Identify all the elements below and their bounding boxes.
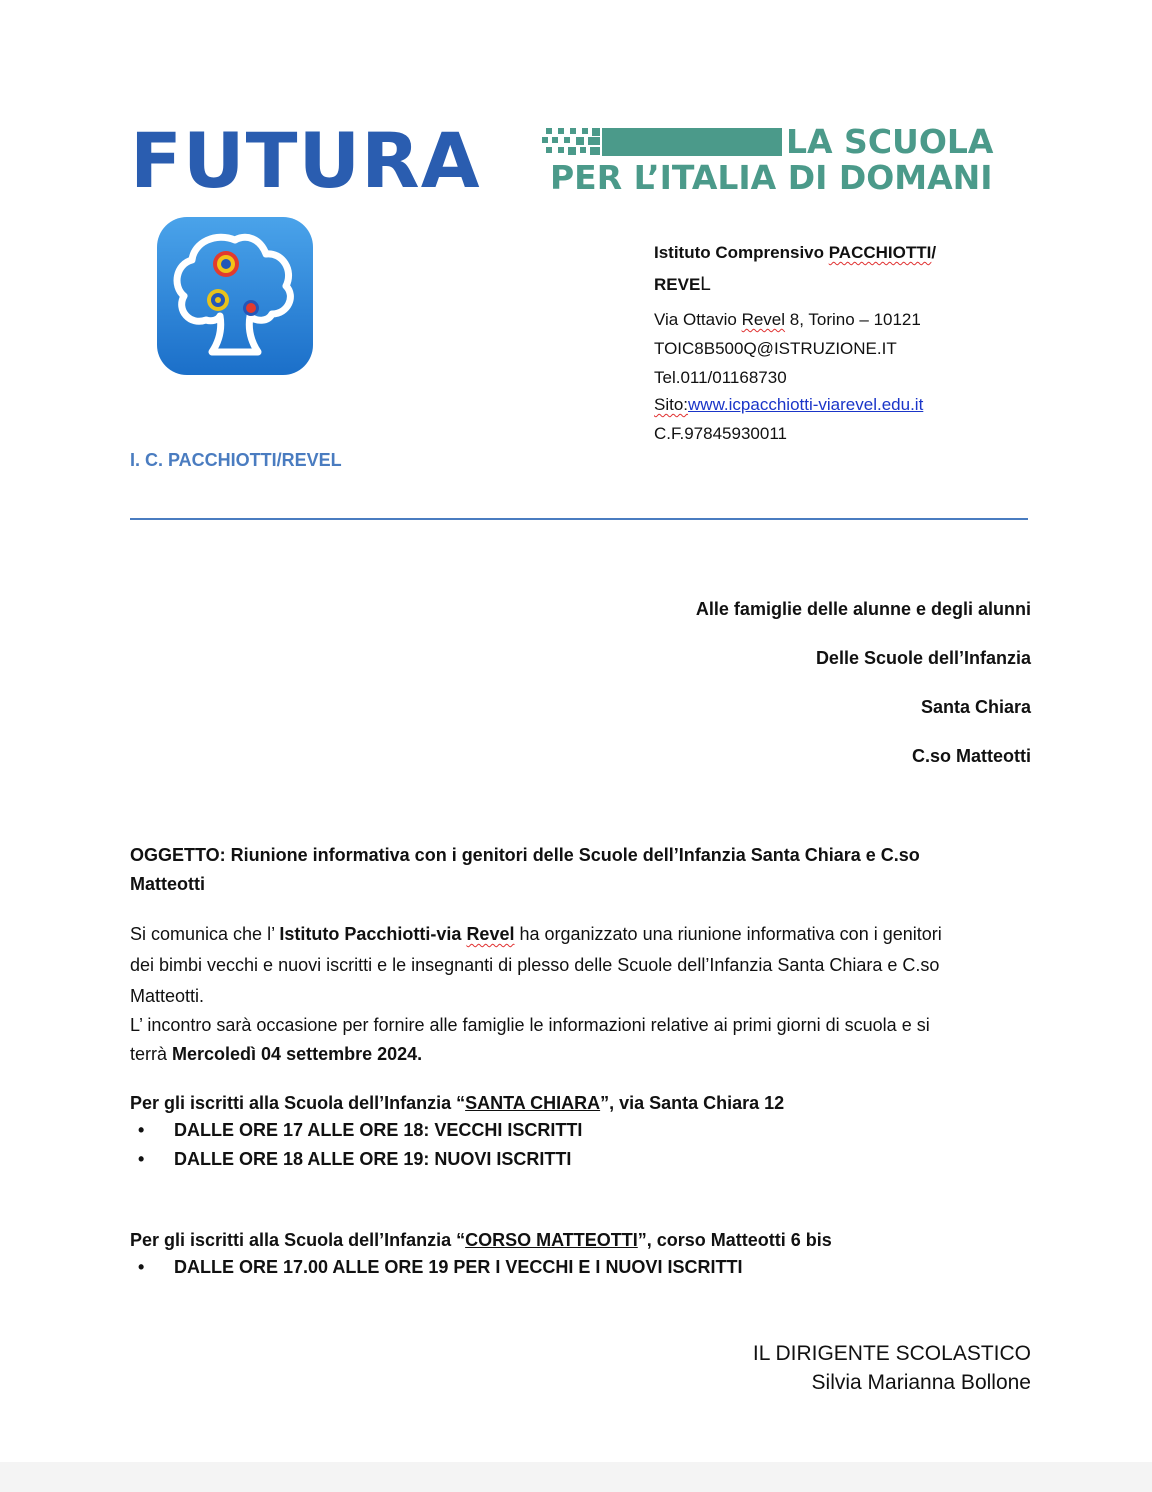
body-p1-line1 (130, 919, 1030, 950)
body-p1-line3: Matteotti. (130, 986, 205, 1006)
heading-underlined: CORSO MATTEOTTI (465, 1230, 638, 1250)
body-bold-span: Istituto Pacchiotti-via (279, 924, 467, 944)
heading-text: Per gli iscritti alla Scuola dell’Infanzia “ (130, 1230, 466, 1250)
school-name-line2-word: REVE (654, 275, 701, 294)
section-santa-chiara-heading (130, 1089, 1030, 1118)
ic-name: I. C. PACCHIOTTI/REVEL (130, 450, 342, 470)
recipient-line: C.so Matteotti (912, 746, 1031, 766)
heading-text: Per gli iscritti alla Scuola dell’Infanzia “ (130, 1093, 466, 1113)
recipient-line: Delle Scuole dell’Infanzia (815, 648, 1031, 668)
address-prefix: Via Ottavio (654, 310, 742, 329)
heading-underlined: SANTA CHIARA (465, 1093, 601, 1113)
school-name-line1 (654, 243, 936, 263)
school-name-prefix: Istituto Comprensivo (654, 243, 829, 262)
tagline-line2: PER L’ITALIA DI DOMANI (550, 158, 993, 197)
list-item (138, 1120, 582, 1141)
signature-title: IL DIRIGENTE SCOLASTICO (752, 1342, 1031, 1365)
school-name-line2 (654, 274, 711, 296)
list-item (138, 1149, 571, 1170)
list-item-text: DALLE ORE 18 ALLE ORE 19: NUOVI ISCRITTI (174, 1149, 572, 1169)
list-item (138, 1257, 742, 1278)
school-phone: Tel.011/01168730 (654, 368, 787, 387)
body-paragraph-2 (130, 1011, 1030, 1069)
subject-line2: Matteotti (130, 874, 205, 894)
list-item-text: DALLE ORE 17.00 ALLE ORE 19 PER I VECCHI E I NUOVI ISCRITTI (174, 1257, 743, 1277)
body-p1-line2: dei bimbi vecchi e nuovi iscritti e le insegnanti di plesso delle Scuole dell’Infanzia Santa Chiara e C.so (130, 955, 940, 975)
heading-text: ”, corso Matteotti 6 bis (637, 1230, 832, 1250)
school-cf: C.F.97845930011 (654, 424, 787, 443)
list-item-text: DALLE ORE 17 ALLE ORE 18: VECCHI ISCRITTI (174, 1120, 583, 1140)
body-paragraph-1 (130, 919, 1030, 1012)
school-name-suffix: / (931, 243, 937, 262)
subject-line1: OGGETTO: Riunione informativa con i genitori delle Scuole dell’Infanzia Santa Chiara e C.so (130, 845, 920, 865)
school-email: TOIC8B500Q@ISTRUZIONE.IT (654, 339, 897, 358)
body-p2-line2 (130, 1040, 1030, 1069)
school-name-word: PACCHIOTTI (828, 243, 932, 262)
address-suffix: 8, Torino – 10121 (785, 310, 921, 329)
section-matteotti-heading (130, 1226, 1030, 1255)
bullet-icon: • (138, 1149, 145, 1169)
address-word: Revel (741, 310, 786, 329)
site-label: Sito: (654, 395, 689, 414)
body-p2-line1: L’ incontro sarà occasione per fornire alle famiglie le informazioni relative ai primi giorni di scuola e si (130, 1015, 930, 1035)
futura-wordmark: FUTURA (130, 116, 481, 205)
school-address (654, 310, 921, 330)
school-name-line2-tail: L (700, 274, 711, 295)
pixel-pattern-icon (542, 128, 602, 158)
subject (130, 841, 1030, 899)
bullet-icon: • (138, 1257, 145, 1277)
site-link[interactable]: www.icpacchiotti-viarevel.edu.it (688, 395, 924, 414)
recipient-line: Santa Chiara (920, 697, 1031, 717)
body-text-span: terrà (130, 1044, 173, 1064)
tagline-line1: LA SCUOLA (786, 122, 994, 161)
school-tree-logo-icon (156, 216, 314, 376)
bullet-icon: • (138, 1120, 145, 1140)
signature-name: Silvia Marianna Bollone (811, 1371, 1031, 1394)
body-text-span: Si comunica che l’ (130, 924, 280, 944)
heading-text: ”, via Santa Chiara 12 (600, 1093, 785, 1113)
body-bold-span: Revel (466, 924, 515, 944)
recipient-line: Alle famiglie delle alunne e degli alunni (695, 599, 1031, 619)
meeting-date: Mercoledì 04 settembre 2024. (172, 1044, 423, 1064)
body-text-span: ha organizzato una riunione informativa con i genitori (514, 924, 942, 944)
tagline-bar (602, 128, 782, 156)
school-site (654, 395, 923, 415)
header-divider (130, 518, 1028, 520)
page-bottom-margin (0, 1462, 1152, 1492)
